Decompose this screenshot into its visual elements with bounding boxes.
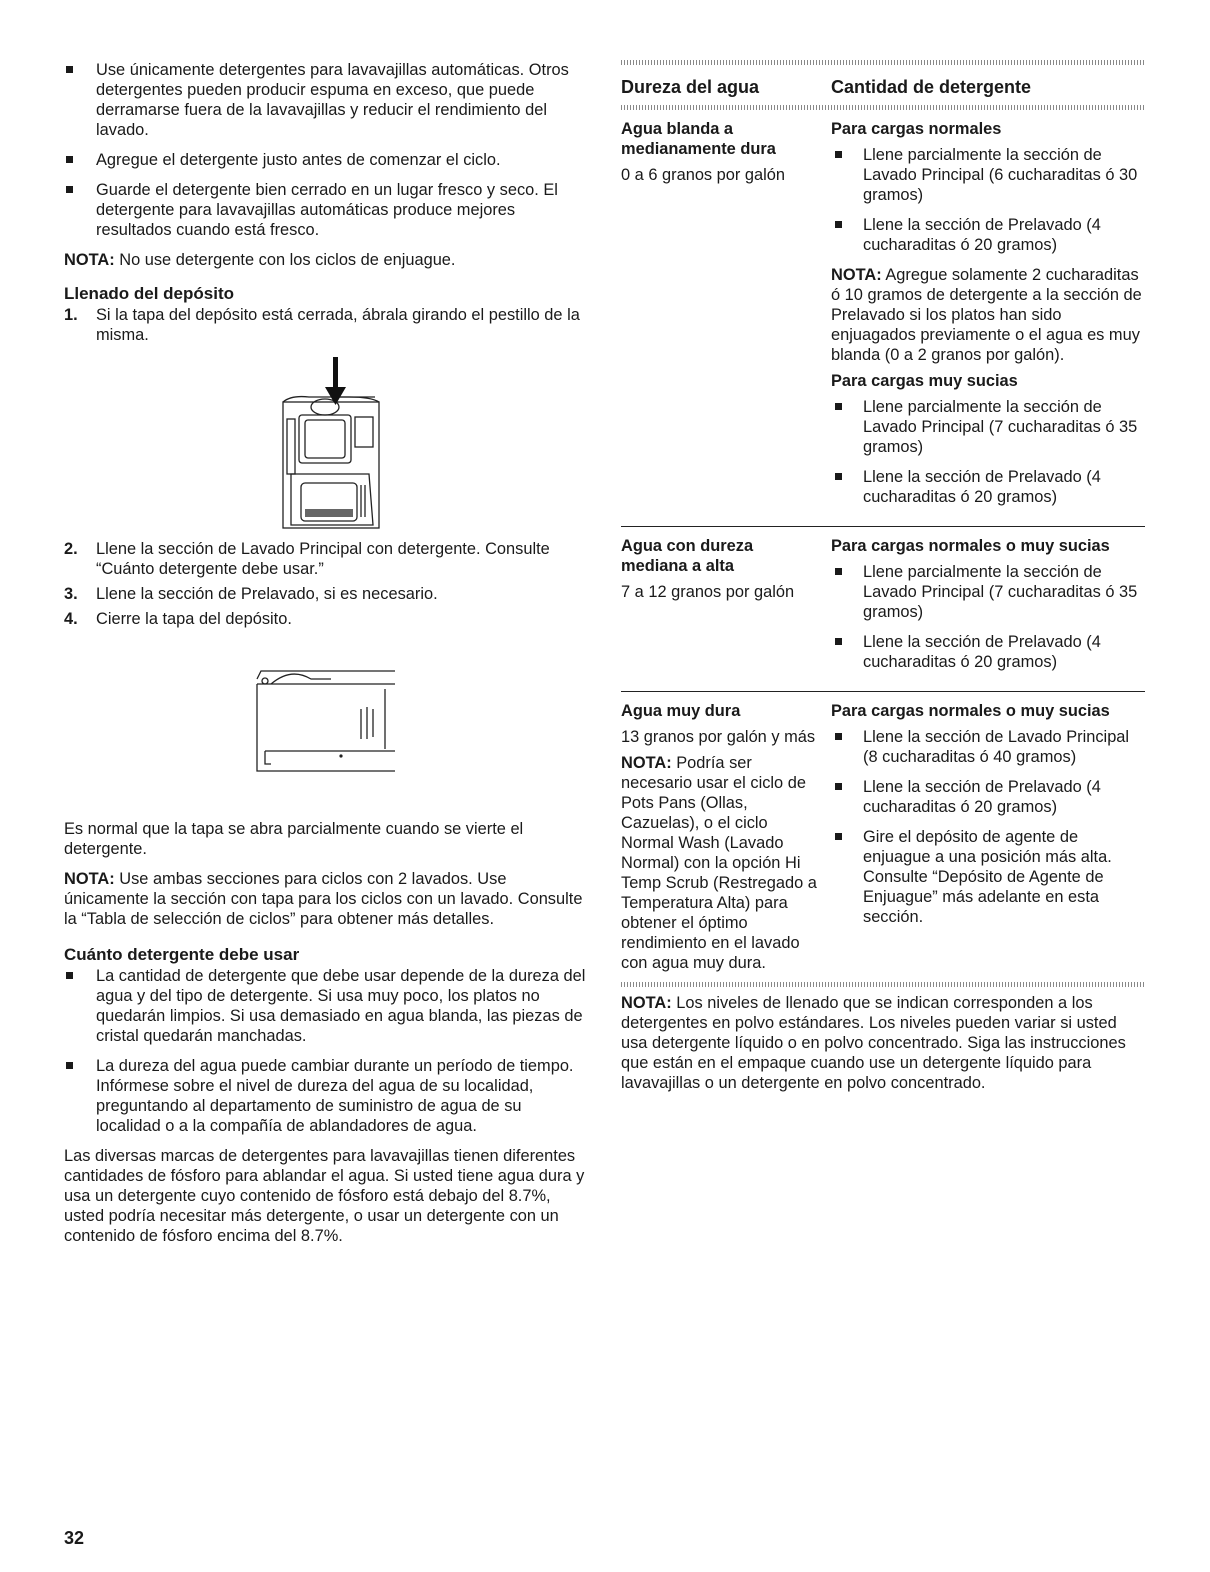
normal-open-text: Es normal que la tapa se abra parcialmente cuando se vierte el detergente. xyxy=(64,820,524,858)
grains-text: 7 a 12 granos por galón xyxy=(621,583,795,601)
load-type: Para cargas normales o muy sucias xyxy=(831,702,1110,720)
table-header xyxy=(621,65,1145,105)
water-cell xyxy=(621,701,831,973)
amount-bullet-2: La dureza del agua puede cambiar durante un período de tiempo. Infórmese sobre el nivel de dureza del agua de su localidad, preguntando al departamento de suministro de agua de su localidad o a la compañía de ablandadores de agua. xyxy=(64,1056,588,1136)
row-nota xyxy=(831,265,1145,365)
nota-text: Agregue solamente 2 cucharaditas ó 10 gramos de detergente a la sección de Prelavado si los platos han sido enjuagados previamente o el agua es muy blanda (0 a 2 granos por galón). xyxy=(831,266,1142,364)
amount-bullet-1: La cantidad de detergente que debe usar depende de la dureza del agua y del tipo de detergente. Si usa muy poco, los platos no quedarán limpios. Si usa demasiado en agua blanda, las piezas de cristal quedarán manchadas. xyxy=(64,966,588,1046)
detergent-bullet: Llene la sección de Prelavado (4 cucharaditas ó 20 gramos) xyxy=(831,632,1145,672)
step-text: Si la tapa del depósito está cerrada, ábrala girando el pestillo de la misma. xyxy=(96,306,580,344)
nota-text: Podría ser necesario usar el ciclo de Pots Pans (Ollas, Cazuelas), o el ciclo Normal Wash (Lavado Normal) con la opción Hi Temp Scrub (Restregado a Temperatura Alta) para obtener el óptimo rendimiento en el lavado con agua muy dura. xyxy=(621,754,817,972)
detergent-cell xyxy=(831,536,1145,682)
nota-text: Los niveles de llenado que se indican corresponden a los detergentes en polvo estándares. Los niveles pueden variar si usted usa detergente líquido o en polvo concentrado. Siga las instrucciones que están en el empaque cuando use un detergente líquido para lavavajillas o un detergente en polvo concentrado. xyxy=(621,994,1126,1092)
step-text: Llene la sección de Prelavado, si es necesario. xyxy=(96,585,438,603)
table-bottom-divider xyxy=(621,982,1145,987)
water-cell xyxy=(621,536,831,682)
water-type: Agua blanda a medianamente dura xyxy=(621,120,776,158)
left-column xyxy=(64,60,588,1256)
dispenser-open-illustration xyxy=(261,357,391,533)
brands-text: Las diversas marcas de detergentes para lavavajillas tienen diferentes cantidades de fósforo para ablandar el agua. Si usted tiene agua dura y usa un detergente cuyo contenido de fósforo está debajo del 8.7%, usted podría necesitar más detergente, o usar un detergente con un contenido de fósforo encima del 8.7%. xyxy=(64,1147,585,1245)
step-4 xyxy=(64,609,588,629)
step-number: 3. xyxy=(64,585,78,603)
dispenser-open-figure xyxy=(64,357,588,533)
detergent-bullet: Llene la sección de Prelavado (4 cucharaditas ó 20 gramos) xyxy=(831,777,1145,817)
step-text: Llene la sección de Lavado Principal con detergente. Consulte “Cuánto detergente debe usar.” xyxy=(96,540,550,578)
step-3 xyxy=(64,584,588,604)
detergent-bullet: Gire el depósito de agente de enjuague a una posición más alta. Consulte “Depósito de Agente de Enjuague” más adelante en esta sección. xyxy=(831,827,1145,927)
table-row xyxy=(621,110,1145,526)
water-cell xyxy=(621,119,831,517)
detergent-cell xyxy=(831,701,1145,973)
load-type: Para cargas normales xyxy=(831,120,1002,138)
detergent-bullet: Llene la sección de Lavado Principal (8 cucharaditas ó 40 gramos) xyxy=(831,727,1145,767)
page-number: 32 xyxy=(64,1528,85,1548)
nota-label: NOTA: xyxy=(621,754,672,772)
nota-text: Use ambas secciones para ciclos con 2 lavados. Use únicamente la sección con tapa para los ciclos con un lavado. Consulte la “Tabla de selección de ciclos” para obtener más detalles. xyxy=(64,870,583,928)
water-type: Agua con dureza mediana a alta xyxy=(621,537,754,575)
footnote xyxy=(621,993,1145,1093)
detergent-bullet: Llene la sección de Prelavado (4 cucharaditas ó 20 gramos) xyxy=(831,467,1145,507)
table-row xyxy=(621,526,1145,691)
nota-label: NOTA: xyxy=(64,870,115,888)
nota-text: No use detergente con los ciclos de enjuague. xyxy=(114,251,456,269)
step-1 xyxy=(64,305,588,345)
step-number: 4. xyxy=(64,610,78,628)
step-number: 1. xyxy=(64,306,78,324)
detergent-bullet: Llene la sección de Prelavado (4 cucharaditas ó 20 gramos) xyxy=(831,215,1145,255)
detergent-bullet: Llene parcialmente la sección de Lavado Principal (7 cucharaditas ó 35 gramos) xyxy=(831,562,1145,622)
detergent-bullet: Llene parcialmente la sección de Lavado Principal (6 cucharaditas ó 30 gramos) xyxy=(831,145,1145,205)
detergent-bullet: Llene parcialmente la sección de Lavado Principal (7 cucharaditas ó 35 gramos) xyxy=(831,397,1145,457)
nota-label: NOTA: xyxy=(64,251,115,269)
intro-bullet-1: Use únicamente detergentes para lavavajillas automáticas. Otros detergentes pueden producir espuma en exceso, que puede derramarse fuera de la lavavajillas y reducir el rendimiento del lavado. xyxy=(64,60,588,140)
dispenser-closed-illustration xyxy=(251,659,401,779)
nota-sections xyxy=(64,869,588,929)
grains-text: 0 a 6 granos por galón xyxy=(621,166,786,184)
nota-no-rinse xyxy=(64,250,588,270)
col-header-water-hardness: Dureza del agua xyxy=(621,77,760,97)
step-text: Cierre la tapa del depósito. xyxy=(96,610,292,628)
load-type: Para cargas muy sucias xyxy=(831,372,1018,390)
right-column xyxy=(621,60,1145,1093)
nota-label: NOTA: xyxy=(831,266,882,284)
col-header-detergent-amount: Cantidad de detergente xyxy=(831,77,1032,97)
nota-label: NOTA: xyxy=(621,994,672,1012)
dispenser-closed-figure xyxy=(64,659,588,779)
intro-bullet-2: Agregue el detergente justo antes de comenzar el ciclo. xyxy=(64,150,588,170)
grains-text: 13 granos por galón y más xyxy=(621,728,816,746)
row-nota xyxy=(621,753,817,973)
table-row xyxy=(621,691,1145,982)
fill-heading: Llenado del depósito xyxy=(64,284,235,303)
detergent-cell xyxy=(831,119,1145,517)
intro-bullet-3: Guarde el detergente bien cerrado en un lugar fresco y seco. El detergente para lavavajillas automáticas produce mejores resultados cuando está fresco. xyxy=(64,180,588,240)
load-type: Para cargas normales o muy sucias xyxy=(831,537,1110,555)
step-number: 2. xyxy=(64,540,78,558)
water-type: Agua muy dura xyxy=(621,702,741,720)
step-2 xyxy=(64,539,588,579)
amount-heading: Cuánto detergente debe usar xyxy=(64,945,300,964)
